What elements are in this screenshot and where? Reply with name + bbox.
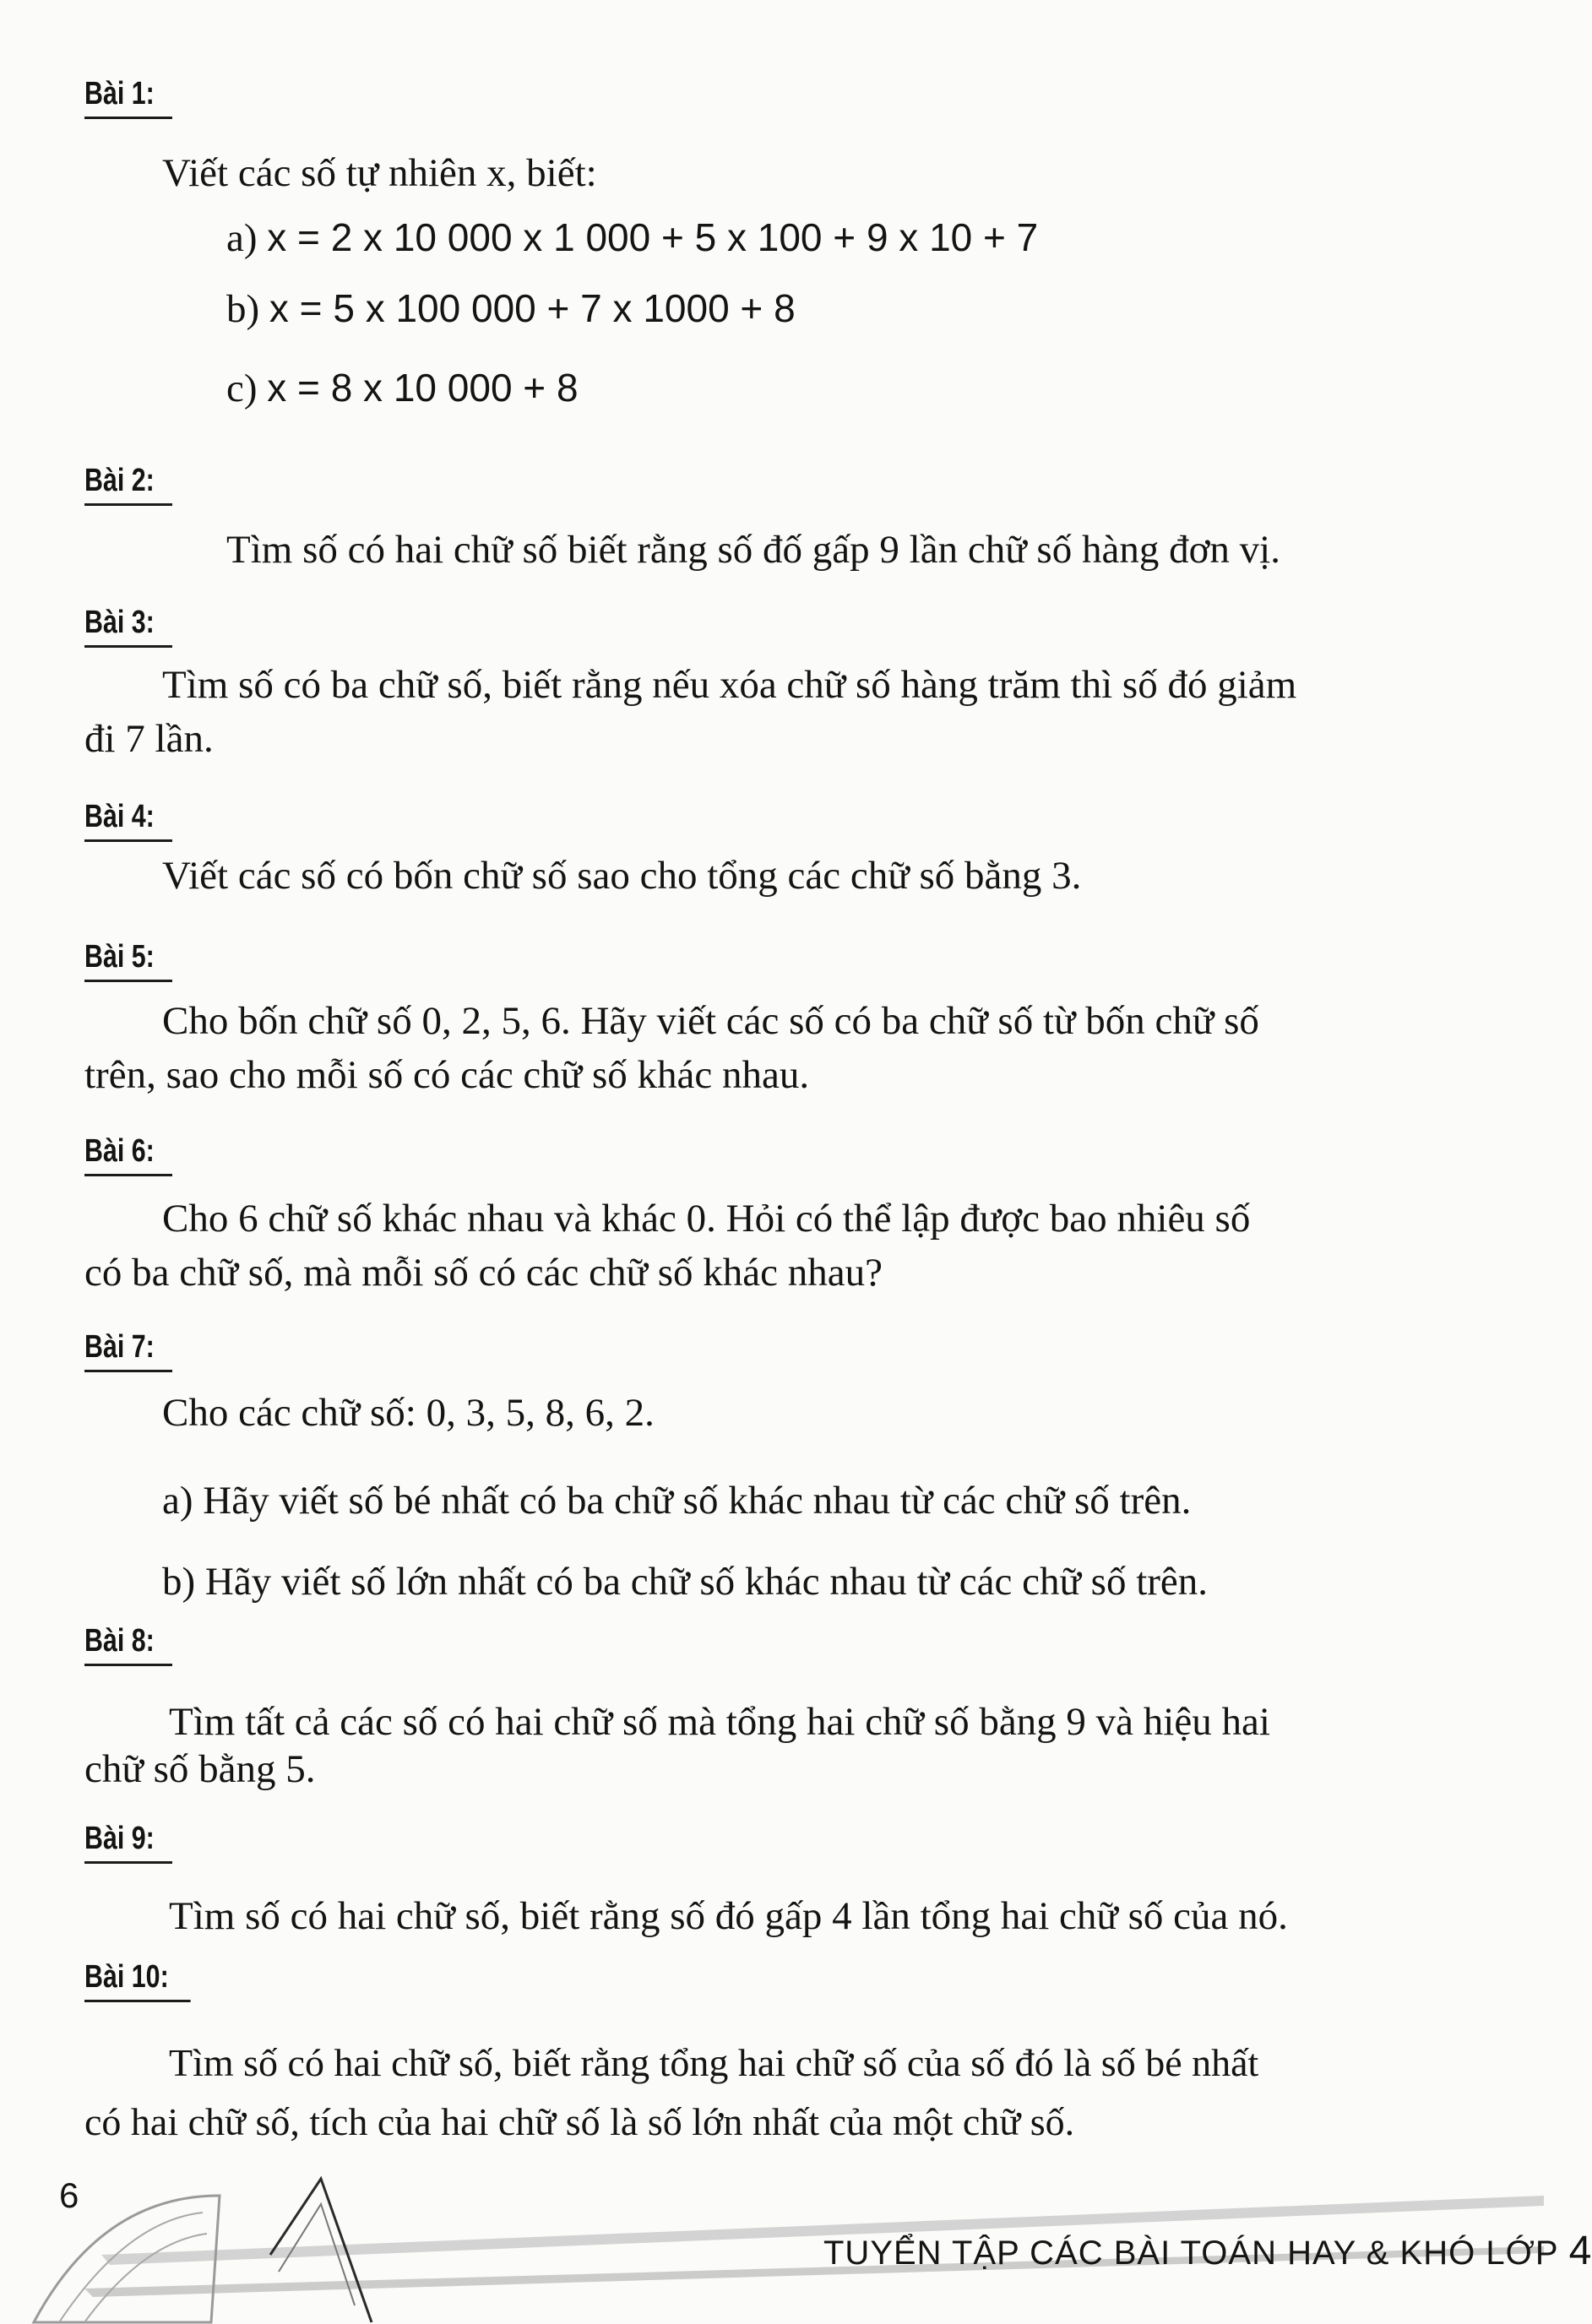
problem-1-part-a: a) x = 2 x 10 000 x 1 000 + 5 x 100 + 9 x 10 + 7 [226, 215, 1039, 260]
problem-5-text-line-2: trên, sao cho mỗi số có các chữ số khác nhau. [84, 1053, 810, 1097]
problem-2-text: Tìm số có hai chữ số biết rằng số đố gấp 9 lần chữ số hàng đơn vị. [226, 528, 1280, 572]
problem-2-heading: Bài 2: [84, 461, 155, 500]
problem-7-heading: Bài 7: [84, 1328, 155, 1366]
problem-1-part-c: c) x = 8 x 10 000 + 8 [226, 366, 579, 410]
problem-7-part-a: a) Hãy viết số bé nhất có ba chữ số khác nhau từ các chữ số trên. [162, 1479, 1192, 1523]
problem-5-heading: Bài 5: [84, 937, 155, 976]
problem-10-text-line-2: có hai chữ số, tích của hai chữ số là số lớn nhất của một chữ số. [84, 2100, 1075, 2143]
book-title-text: TUYỂN TẬP CÁC BÀI TOÁN HAY & KHÓ LỚP [823, 2234, 1559, 2272]
problem-8-heading: Bài 8: [84, 1621, 155, 1660]
problem-7-text: Cho các chữ số: 0, 3, 5, 8, 6, 2. [162, 1391, 655, 1435]
problem-6-heading: Bài 6: [84, 1132, 155, 1170]
problem-6-text-line-2: có ba chữ số, mà mỗi số có các chữ số khác nhau? [84, 1251, 883, 1295]
problem-1-part-b: b) x = 5 x 100 000 + 7 x 1000 + 8 [226, 286, 796, 331]
problem-3-text-line-1: Tìm số có ba chữ số, biết rằng nếu xóa chữ số hàng trăm thì số đó giảm [162, 663, 1297, 707]
problem-4-heading: Bài 4: [84, 797, 155, 836]
problem-8-text-line-2: chữ số bằng 5. [84, 1747, 316, 1791]
problem-8-text-line-1: Tìm tất cả các số có hai chữ số mà tổng hai chữ số bằng 9 và hiệu hai [169, 1700, 1270, 1744]
problem-10-heading: Bài 10: [84, 1957, 169, 1996]
problem-1-text: Viết các số tự nhiên x, biết: [162, 151, 597, 195]
problem-7-part-b: b) Hãy viết số lớn nhất có ba chữ số khác nhau từ các chữ số trên. [162, 1560, 1209, 1604]
problem-3-heading: Bài 3: [84, 603, 155, 642]
problem-3-text-line-2: đi 7 lần. [84, 717, 214, 761]
footer-book-title [823, 2228, 1592, 2274]
book-grade: 4 [1568, 2229, 1592, 2273]
page-number: 6 [59, 2175, 79, 2215]
problem-1-heading: Bài 1: [84, 74, 155, 113]
problem-10-text-line-1: Tìm số có hai chữ số, biết rằng tổng hai chữ số của số đó là số bé nhất [169, 2041, 1259, 2084]
problem-5-text-line-1: Cho bốn chữ số 0, 2, 5, 6. Hãy viết các số có ba chữ số từ bốn chữ số [162, 999, 1259, 1043]
problem-4-text: Viết các số có bốn chữ số sao cho tổng các chữ số bằng 3. [162, 854, 1082, 898]
problem-6-text-line-1: Cho 6 chữ số khác nhau và khác 0. Hỏi có thể lập được bao nhiêu số [162, 1197, 1251, 1241]
problem-9-heading: Bài 9: [84, 1819, 155, 1858]
problem-9-text: Tìm số có hai chữ số, biết rằng số đó gấp 4 lần tổng hai chữ số của nó. [169, 1894, 1288, 1938]
